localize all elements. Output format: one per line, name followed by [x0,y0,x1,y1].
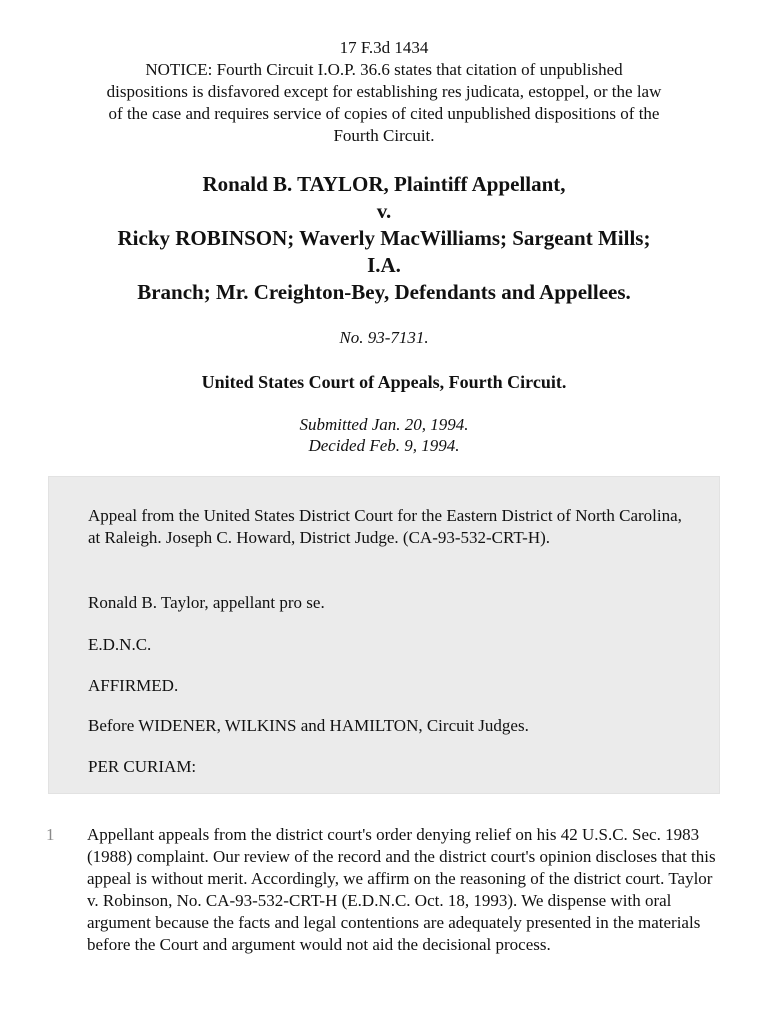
syllabus-box [48,476,720,794]
caption-plaintiff: Ronald B. TAYLOR, Plaintiff Appellant, [202,172,566,196]
citation: 17 F.3d 1434 [339,38,429,57]
notice-line-2: dispositions is disfavored except for establishing res judicata, estoppel, or the law [106,82,662,101]
author-text: PER CURIAM: [88,757,197,776]
lower-court-text: E.D.N.C. [88,635,152,654]
counsel-text: Ronald B. Taylor, appellant pro se. [88,593,325,612]
caption-versus: v. [376,199,392,223]
docket-number: No. 93-7131. [339,328,429,347]
disposition-text: AFFIRMED. [88,676,179,695]
caption-defendants-line-3: Branch; Mr. Creighton-Bey, Defendants and Appellees. [137,280,631,304]
case-dates [40,414,728,456]
appeal-from-text: Appeal from the United States District Court for the Eastern District of North Carolina, at Raleigh. Joseph C. Howard, District Judge. (CA-93-532-CRT-H). [88,506,682,547]
caption-defendants-line-1: Ricky ROBINSON; Waverly MacWilliams; Sargeant Mills; [117,226,651,250]
panel-text: Before WIDENER, WILKINS and HAMILTON, Circuit Judges. [88,716,529,735]
notice-line-4: Fourth Circuit. [333,126,435,145]
paragraph-number: 1 [46,825,55,844]
notice-line-1: NOTICE: Fourth Circuit I.O.P. 36.6 states that citation of unpublished [145,60,623,79]
decided-date: Decided Feb. 9, 1994. [308,436,460,455]
court-name: United States Court of Appeals, Fourth Circuit. [201,372,567,392]
caption-defendants-line-2: I.A. [367,253,401,277]
notice-line-3: of the case and requires service of copies of cited unpublished dispositions of the [108,104,660,123]
document-header [40,37,728,147]
opinion-paragraph: Appellant appeals from the district court's order denying relief on his 42 U.S.C. Sec. 1983 (1988) complaint. Our review of the record and the district court's opinion discloses that this appeal is without merit. Accordingly, we affirm on the reasoning of the district court. Taylor v. Robinson, No. CA-93-532-CRT-H (E.D.N.C. Oct. 18, 1993). We dispense with oral argument because the facts and legal contentions are adequately presented in the materials before the Court and argument would not aid the decisional process. [87,825,716,954]
case-caption [40,171,728,306]
submitted-date: Submitted Jan. 20, 1994. [299,415,469,434]
